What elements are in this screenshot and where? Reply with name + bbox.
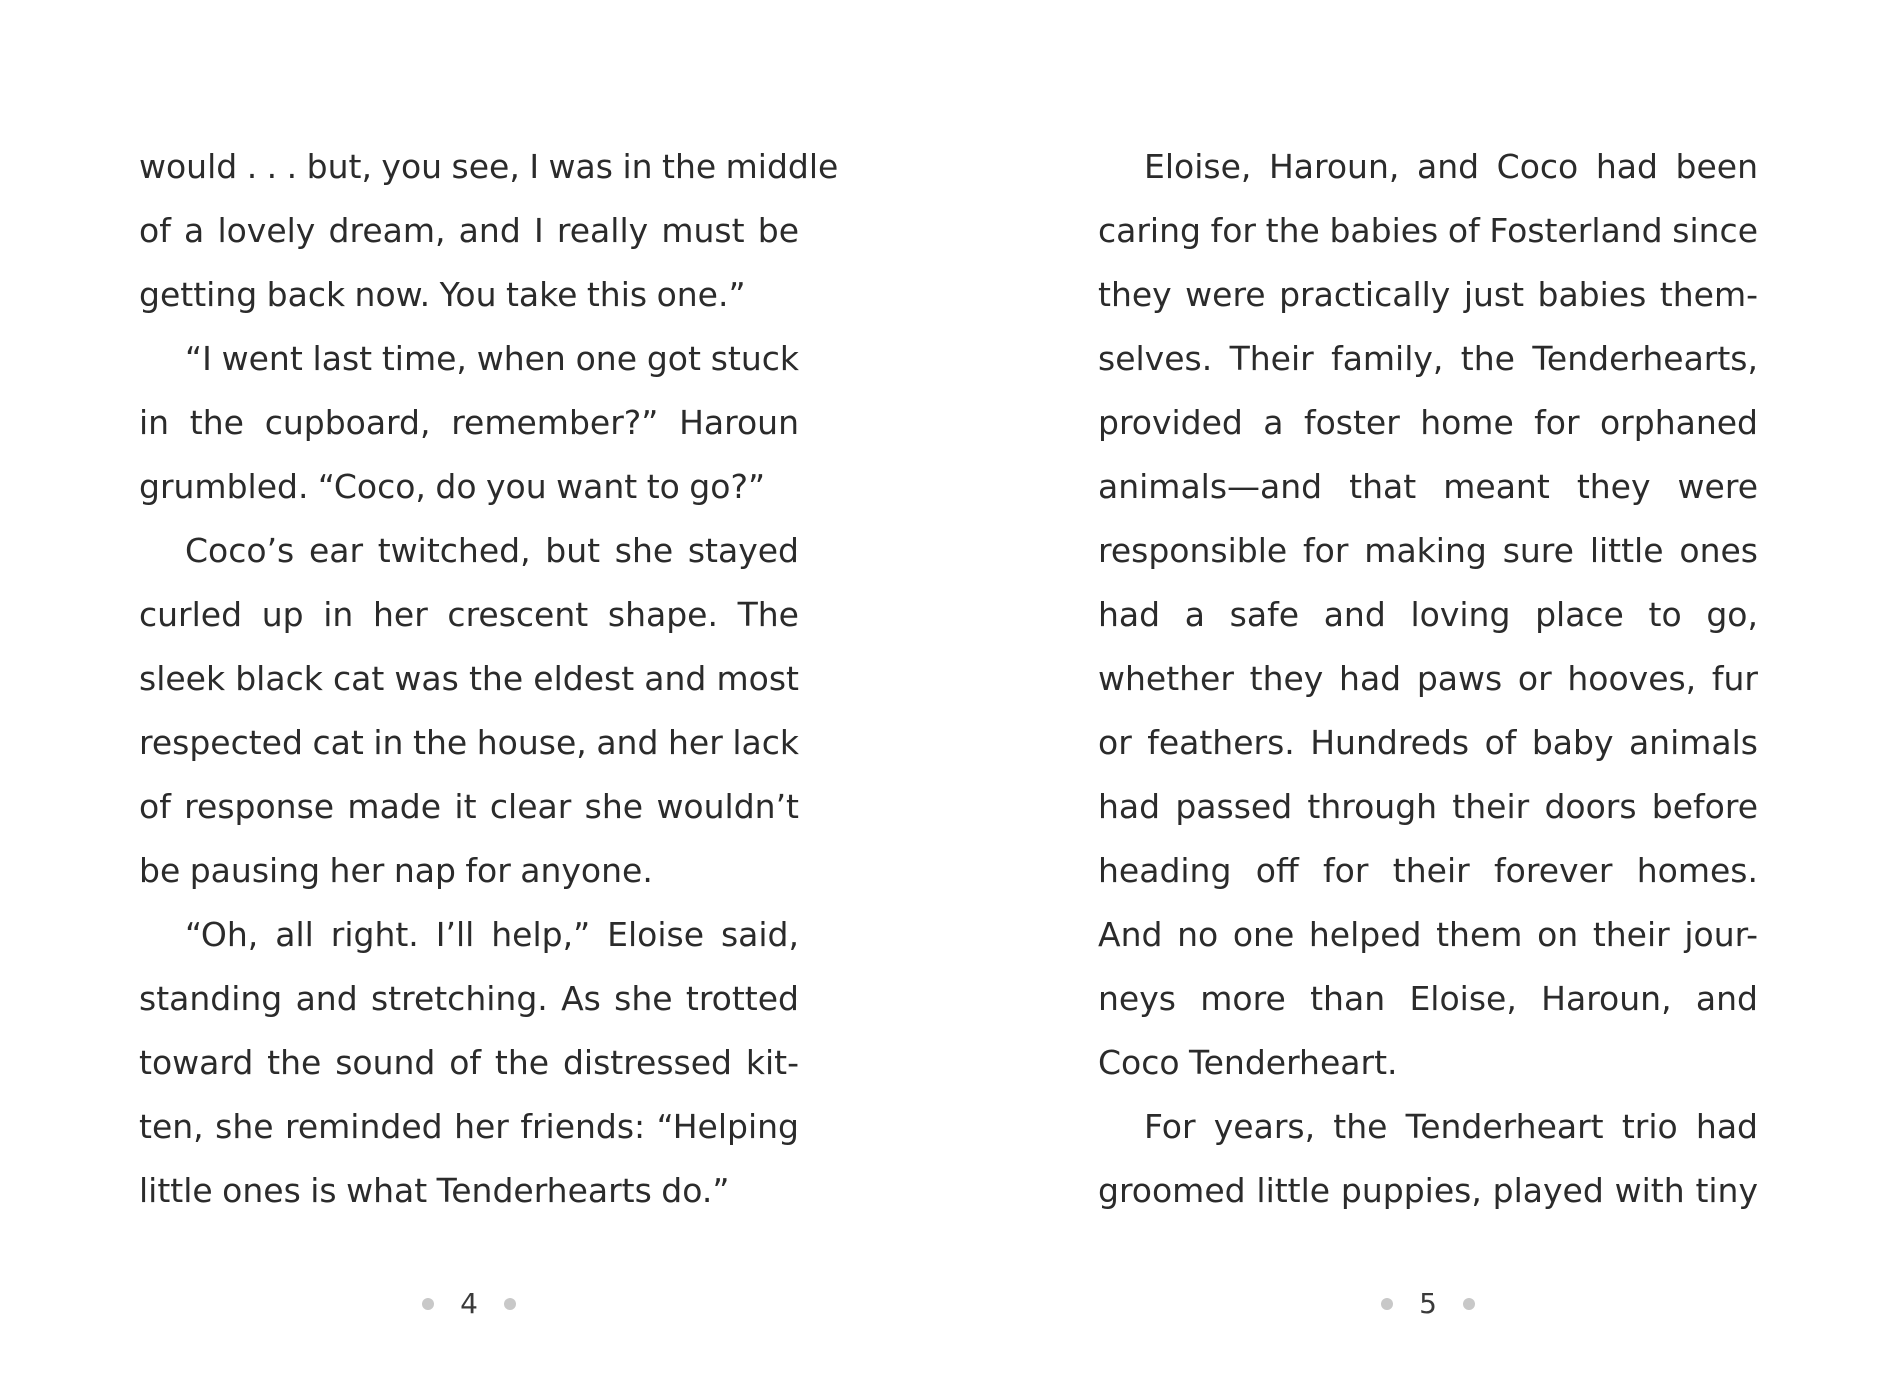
text-line: whether they had paws or hooves, fur — [1098, 659, 1758, 698]
text-line: And no one helped them on their jour- — [1098, 915, 1758, 954]
text-line: in the cupboard, remember?” Haroun — [139, 403, 799, 442]
text-line: standing and stretching. As she trotted — [139, 979, 799, 1018]
text-line: be pausing her nap for anyone. — [139, 851, 653, 890]
text-line: ten, she reminded her friends: “Helping — [139, 1107, 799, 1146]
text-line: had passed through their doors before — [1098, 787, 1758, 826]
text-line: respected cat in the house, and her lack — [139, 723, 799, 762]
bullet-dot-icon — [1463, 1298, 1475, 1310]
text-line: For years, the Tenderheart trio had — [1144, 1107, 1758, 1146]
text-line: Eloise, Haroun, and Coco had been — [1144, 147, 1758, 186]
text-line: provided a foster home for orphaned — [1098, 403, 1758, 442]
left-page — [139, 145, 839, 1233]
text-line: sleek black cat was the eldest and most — [139, 659, 799, 698]
text-line: toward the sound of the distressed kit- — [139, 1043, 799, 1082]
text-line: Coco Tenderheart. — [1098, 1043, 1398, 1082]
right-page-folio — [1368, 1284, 1488, 1324]
text-line: of response made it clear she wouldn’t — [139, 787, 799, 826]
page-number: 4 — [460, 1287, 478, 1320]
text-line: animals—and that meant they were — [1098, 467, 1758, 506]
text-line: Coco’s ear twitched, but she stayed — [185, 531, 799, 570]
text-line: grumbled. “Coco, do you want to go?” — [139, 467, 766, 506]
text-line: or feathers. Hundreds of baby animals — [1098, 723, 1758, 762]
text-line: groomed little puppies, played with tiny — [1098, 1171, 1758, 1210]
bullet-dot-icon — [422, 1298, 434, 1310]
text-line: “Oh, all right. I’ll help,” Eloise said, — [185, 915, 799, 954]
page-number: 5 — [1419, 1287, 1437, 1320]
text-line: selves. Their family, the Tenderhearts, — [1098, 339, 1758, 378]
text-line: responsible for making sure little ones — [1098, 531, 1758, 570]
text-line: getting back now. You take this one.” — [139, 275, 746, 314]
bullet-dot-icon — [504, 1298, 516, 1310]
text-line: “I went last time, when one got stuck — [185, 339, 799, 378]
text-line: had a safe and loving place to go, — [1098, 595, 1758, 634]
text-line: curled up in her crescent shape. The — [139, 595, 799, 634]
text-line: caring for the babies of Fosterland since — [1098, 211, 1758, 250]
text-line: little ones is what Tenderhearts do.” — [139, 1171, 730, 1210]
text-line: would . . . but, you see, I was in the middle — [139, 147, 839, 186]
text-line: they were practically just babies them- — [1098, 275, 1758, 314]
left-page-folio — [409, 1284, 529, 1324]
right-page — [1098, 145, 1758, 1233]
text-line: heading off for their forever homes. — [1098, 851, 1758, 890]
text-line: neys more than Eloise, Haroun, and — [1098, 979, 1758, 1018]
text-line: of a lovely dream, and I really must be — [139, 211, 799, 250]
bullet-dot-icon — [1381, 1298, 1393, 1310]
